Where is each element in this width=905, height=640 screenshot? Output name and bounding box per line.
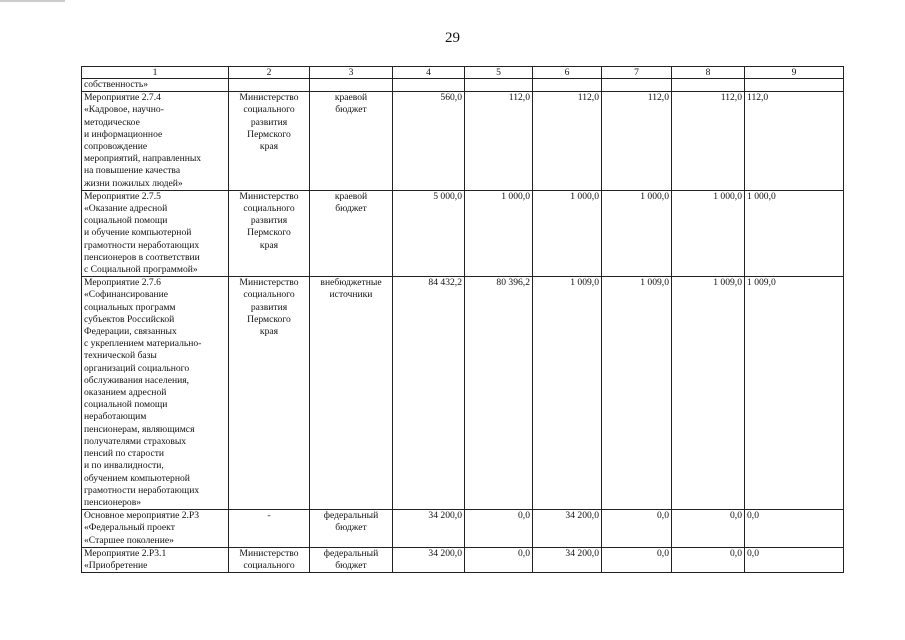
executor-line: Министерство	[239, 277, 299, 289]
executor-line: -	[267, 510, 271, 522]
amount-cell: 112,0	[745, 92, 844, 191]
funding-source-cell	[310, 92, 393, 191]
name-line: жизни пожилых людей»	[84, 177, 183, 189]
executor-line: развития	[250, 301, 288, 313]
executor-line: социального	[243, 104, 295, 116]
amount-cell: 1 000,0	[533, 190, 602, 276]
name-line: обслуживания населения,	[84, 374, 190, 386]
name-line: Мероприятие 2.7.5	[84, 190, 161, 202]
source-line: бюджет	[335, 104, 367, 116]
source-line: внебюджетные	[320, 277, 382, 289]
source-line: источники	[329, 289, 373, 301]
name-line: субъектов Российской	[84, 313, 175, 325]
name-line: пенсионерам, являющимся	[84, 423, 195, 435]
source-line: бюджет	[335, 522, 367, 534]
amount-cell: 0,0	[745, 510, 844, 548]
name-line: оказанием адресной	[84, 387, 167, 399]
name-line: собственность»	[84, 79, 149, 90]
column-header: 7	[602, 67, 672, 79]
column-header: 9	[745, 67, 844, 79]
amount-cell: 1 009,0	[672, 277, 745, 510]
amount-cell: 0,0	[602, 547, 672, 572]
table-row	[82, 92, 844, 191]
column-header: 6	[533, 67, 602, 79]
executor-cell	[229, 190, 310, 276]
name-line: грамотности неработающих	[84, 484, 200, 496]
amount-cell: 0,0	[745, 547, 844, 572]
executor-line: развития	[250, 116, 288, 128]
scan-edge-mark	[0, 0, 65, 2]
name-line: Мероприятие 2.Р3.1	[84, 547, 167, 559]
amount-cell: 1 000,0	[745, 190, 844, 276]
source-line: федеральный	[323, 510, 379, 522]
column-header: 1	[82, 67, 229, 79]
amount-cell	[672, 79, 745, 92]
name-line: социальных программ	[84, 301, 176, 313]
column-number-row	[82, 67, 844, 79]
source-line: краевой	[334, 190, 368, 202]
source-line: бюджет	[335, 559, 367, 571]
table-row	[82, 547, 844, 572]
activity-name-cell	[82, 547, 229, 572]
amount-cell: 0,0	[672, 547, 745, 572]
table-row	[82, 277, 844, 510]
executor-cell	[229, 547, 310, 572]
amount-cell: 112,0	[602, 92, 672, 191]
name-line: пенсионеров в соответствии	[84, 251, 200, 263]
column-header: 8	[672, 67, 745, 79]
amount-cell: 112,0	[672, 92, 745, 191]
name-line: «Кадровое, научно-	[84, 104, 164, 116]
name-line: «Оказание адресной	[84, 203, 168, 215]
table-row	[82, 190, 844, 276]
activity-name-cell	[82, 277, 229, 510]
amount-cell: 112,0	[533, 92, 602, 191]
amount-cell: 84 432,2	[393, 277, 465, 510]
name-line: «Старшее поколение»	[84, 534, 174, 546]
name-line: мероприятий, направленных	[84, 153, 202, 165]
amount-cell: 0,0	[672, 510, 745, 548]
amount-cell: 34 200,0	[393, 510, 465, 548]
amount-cell: 34 200,0	[533, 547, 602, 572]
amount-cell	[393, 79, 465, 92]
page-number: 29	[445, 30, 460, 46]
name-line: пенсий по старости	[84, 448, 165, 460]
executor-line: Пермского	[247, 227, 291, 239]
executor-line: Министерство	[239, 547, 299, 559]
executor-cell	[229, 510, 310, 548]
funding-source-cell	[310, 79, 393, 92]
name-line: социальной помощи	[84, 215, 168, 227]
amount-cell	[465, 79, 533, 92]
activity-name-cell	[82, 92, 229, 191]
source-line: бюджет	[335, 203, 367, 215]
executor-line: Министерство	[239, 92, 299, 104]
executor-line: социального	[243, 559, 295, 571]
name-line: «Приобретение	[84, 559, 148, 571]
amount-cell: 1 009,0	[602, 277, 672, 510]
name-line: Мероприятие 2.7.6	[84, 277, 161, 289]
amount-cell: 112,0	[465, 92, 533, 191]
name-line: получателями страховых	[84, 435, 187, 447]
name-line: на повышение качества	[84, 165, 181, 177]
funding-source-cell	[310, 190, 393, 276]
amount-cell: 1 000,0	[672, 190, 745, 276]
name-line: с укреплением материально-	[84, 338, 202, 350]
amount-cell: 34 200,0	[533, 510, 602, 548]
column-header: 5	[465, 67, 533, 79]
name-line: социальной помощи	[84, 399, 168, 411]
executor-line: края	[259, 141, 279, 153]
table-row	[82, 79, 844, 92]
amount-cell	[602, 79, 672, 92]
activity-name-cell	[82, 510, 229, 548]
name-line: технической базы	[84, 350, 157, 362]
name-line: грамотности неработающих	[84, 239, 200, 251]
executor-line: Пермского	[247, 313, 291, 325]
funding-source-cell	[310, 510, 393, 548]
name-line: Федерации, связанных	[84, 326, 177, 338]
activity-name-cell	[82, 79, 229, 92]
amount-cell	[745, 79, 844, 92]
column-header: 3	[310, 67, 393, 79]
executor-line: Пермского	[247, 128, 291, 140]
name-line: Мероприятие 2.7.4	[84, 92, 161, 104]
source-line: краевой	[334, 92, 368, 104]
amount-cell	[533, 79, 602, 92]
column-header: 2	[229, 67, 310, 79]
executor-line: края	[259, 239, 279, 251]
name-line: и информационное	[84, 128, 163, 140]
amount-cell: 0,0	[602, 510, 672, 548]
name-line: методическое	[84, 116, 140, 128]
executor-cell	[229, 92, 310, 191]
activity-name-cell	[82, 190, 229, 276]
funding-source-cell	[310, 547, 393, 572]
amount-cell: 560,0	[393, 92, 465, 191]
executor-line: социального	[243, 203, 295, 215]
name-line: и обучение компьютерной	[84, 227, 192, 239]
executor-line: социального	[243, 289, 295, 301]
executor-cell	[229, 277, 310, 510]
name-line: сопровождение	[84, 141, 148, 153]
executor-line: Министерство	[239, 190, 299, 202]
name-line: «Софинансирование	[84, 289, 169, 301]
name-line: Основное мероприятие 2.Р3	[84, 510, 200, 522]
column-header: 4	[393, 67, 465, 79]
executor-cell	[229, 79, 310, 92]
table-row	[82, 510, 844, 548]
name-line: неработающим	[84, 411, 147, 423]
amount-cell: 0,0	[465, 510, 533, 548]
source-line: федеральный	[323, 547, 379, 559]
amount-cell: 1 000,0	[465, 190, 533, 276]
name-line: пенсионеров»	[84, 496, 142, 508]
executor-line: развития	[250, 215, 288, 227]
amount-cell: 80 396,2	[465, 277, 533, 510]
program-funding-table	[81, 66, 844, 573]
executor-line: края	[259, 326, 279, 338]
name-line: организаций социального	[84, 362, 190, 374]
amount-cell: 1 009,0	[533, 277, 602, 510]
name-line: «Федеральный проект	[84, 522, 175, 534]
funding-source-cell	[310, 277, 393, 510]
amount-cell: 1 009,0	[745, 277, 844, 510]
name-line: и по инвалидности,	[84, 460, 164, 472]
amount-cell: 0,0	[465, 547, 533, 572]
amount-cell: 34 200,0	[393, 547, 465, 572]
amount-cell: 5 000,0	[393, 190, 465, 276]
amount-cell: 1 000,0	[602, 190, 672, 276]
name-line: обучением компьютерной	[84, 472, 190, 484]
name-line: с Социальной программой»	[84, 264, 198, 276]
